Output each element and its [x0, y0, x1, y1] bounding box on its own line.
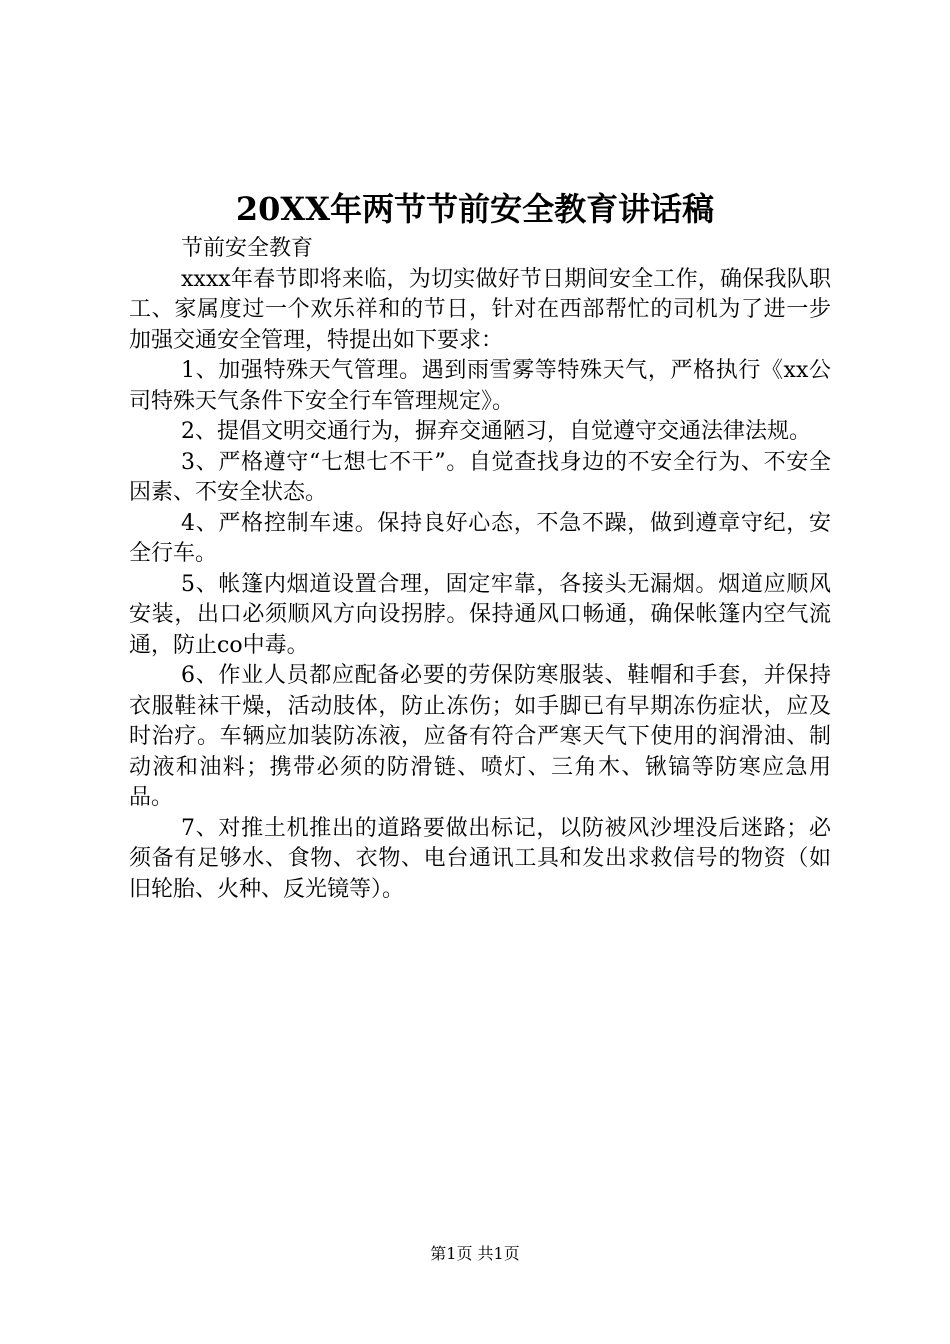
paragraph-item-3: 3、严格遵守“七想七不干”。自觉查找身边的不安全行为、不安全因素、不安全状态。	[129, 449, 831, 505]
paragraph-heading: 节前安全教育	[181, 236, 314, 261]
paragraph-item-4: 4、严格控制车速。保持良好心态，不急不躁，做到遵章守纪，安全行车。	[129, 510, 831, 566]
document-title: 20XX年两节节前安全教育讲话稿	[235, 190, 715, 228]
paragraph-item-6: 6、作业人员都应配备必要的劳保防寒服装、鞋帽和手套，并保持衣服鞋袜干燥，活动肢体，防止冻伤；如手脚已有早期冻伤症状，应及时治疗。车辆应加装防冻液，应备有符合严寒天气下使用的润滑油、制动液和油料；携带必须的防滑链、喷灯、三角木、锹镐等防寒应急用品。	[129, 663, 831, 810]
paragraph-item-1: 1、加强特殊天气管理。遇到雨雪雾等特殊天气，严格执行《xx公司特殊天气条件下安全行车管理规定》。	[129, 358, 831, 414]
paragraph-intro: xxxx年春节即将来临，为切实做好节日期间安全工作，确保我队职工、家属度过一个欢乐祥和的节日，针对在西部帮忙的司机为了进一步加强交通安全管理，特提出如下要求：	[129, 266, 831, 353]
page-footer: 第1页 共1页	[430, 1244, 520, 1263]
paragraph-item-5: 5、帐篷内烟道设置合理，固定牢靠，各接头无漏烟。烟道应顺风安装，出口必须顺风方向设拐脖。保持通风口畅通，确保帐篷内空气流通，防止co中毒。	[129, 571, 831, 658]
paragraph-item-7: 7、对推土机推出的道路要做出标记，以防被风沙埋没后迷路；必须备有足够水、食物、衣物、电台通讯工具和发出求救信号的物资（如旧轮胎、火种、反光镜等）。	[129, 815, 831, 902]
document-body	[129, 234, 831, 905]
paragraph-item-2: 2、提倡文明交通行为，摒弃交通陋习，自觉遵守交通法律法规。	[181, 419, 811, 444]
